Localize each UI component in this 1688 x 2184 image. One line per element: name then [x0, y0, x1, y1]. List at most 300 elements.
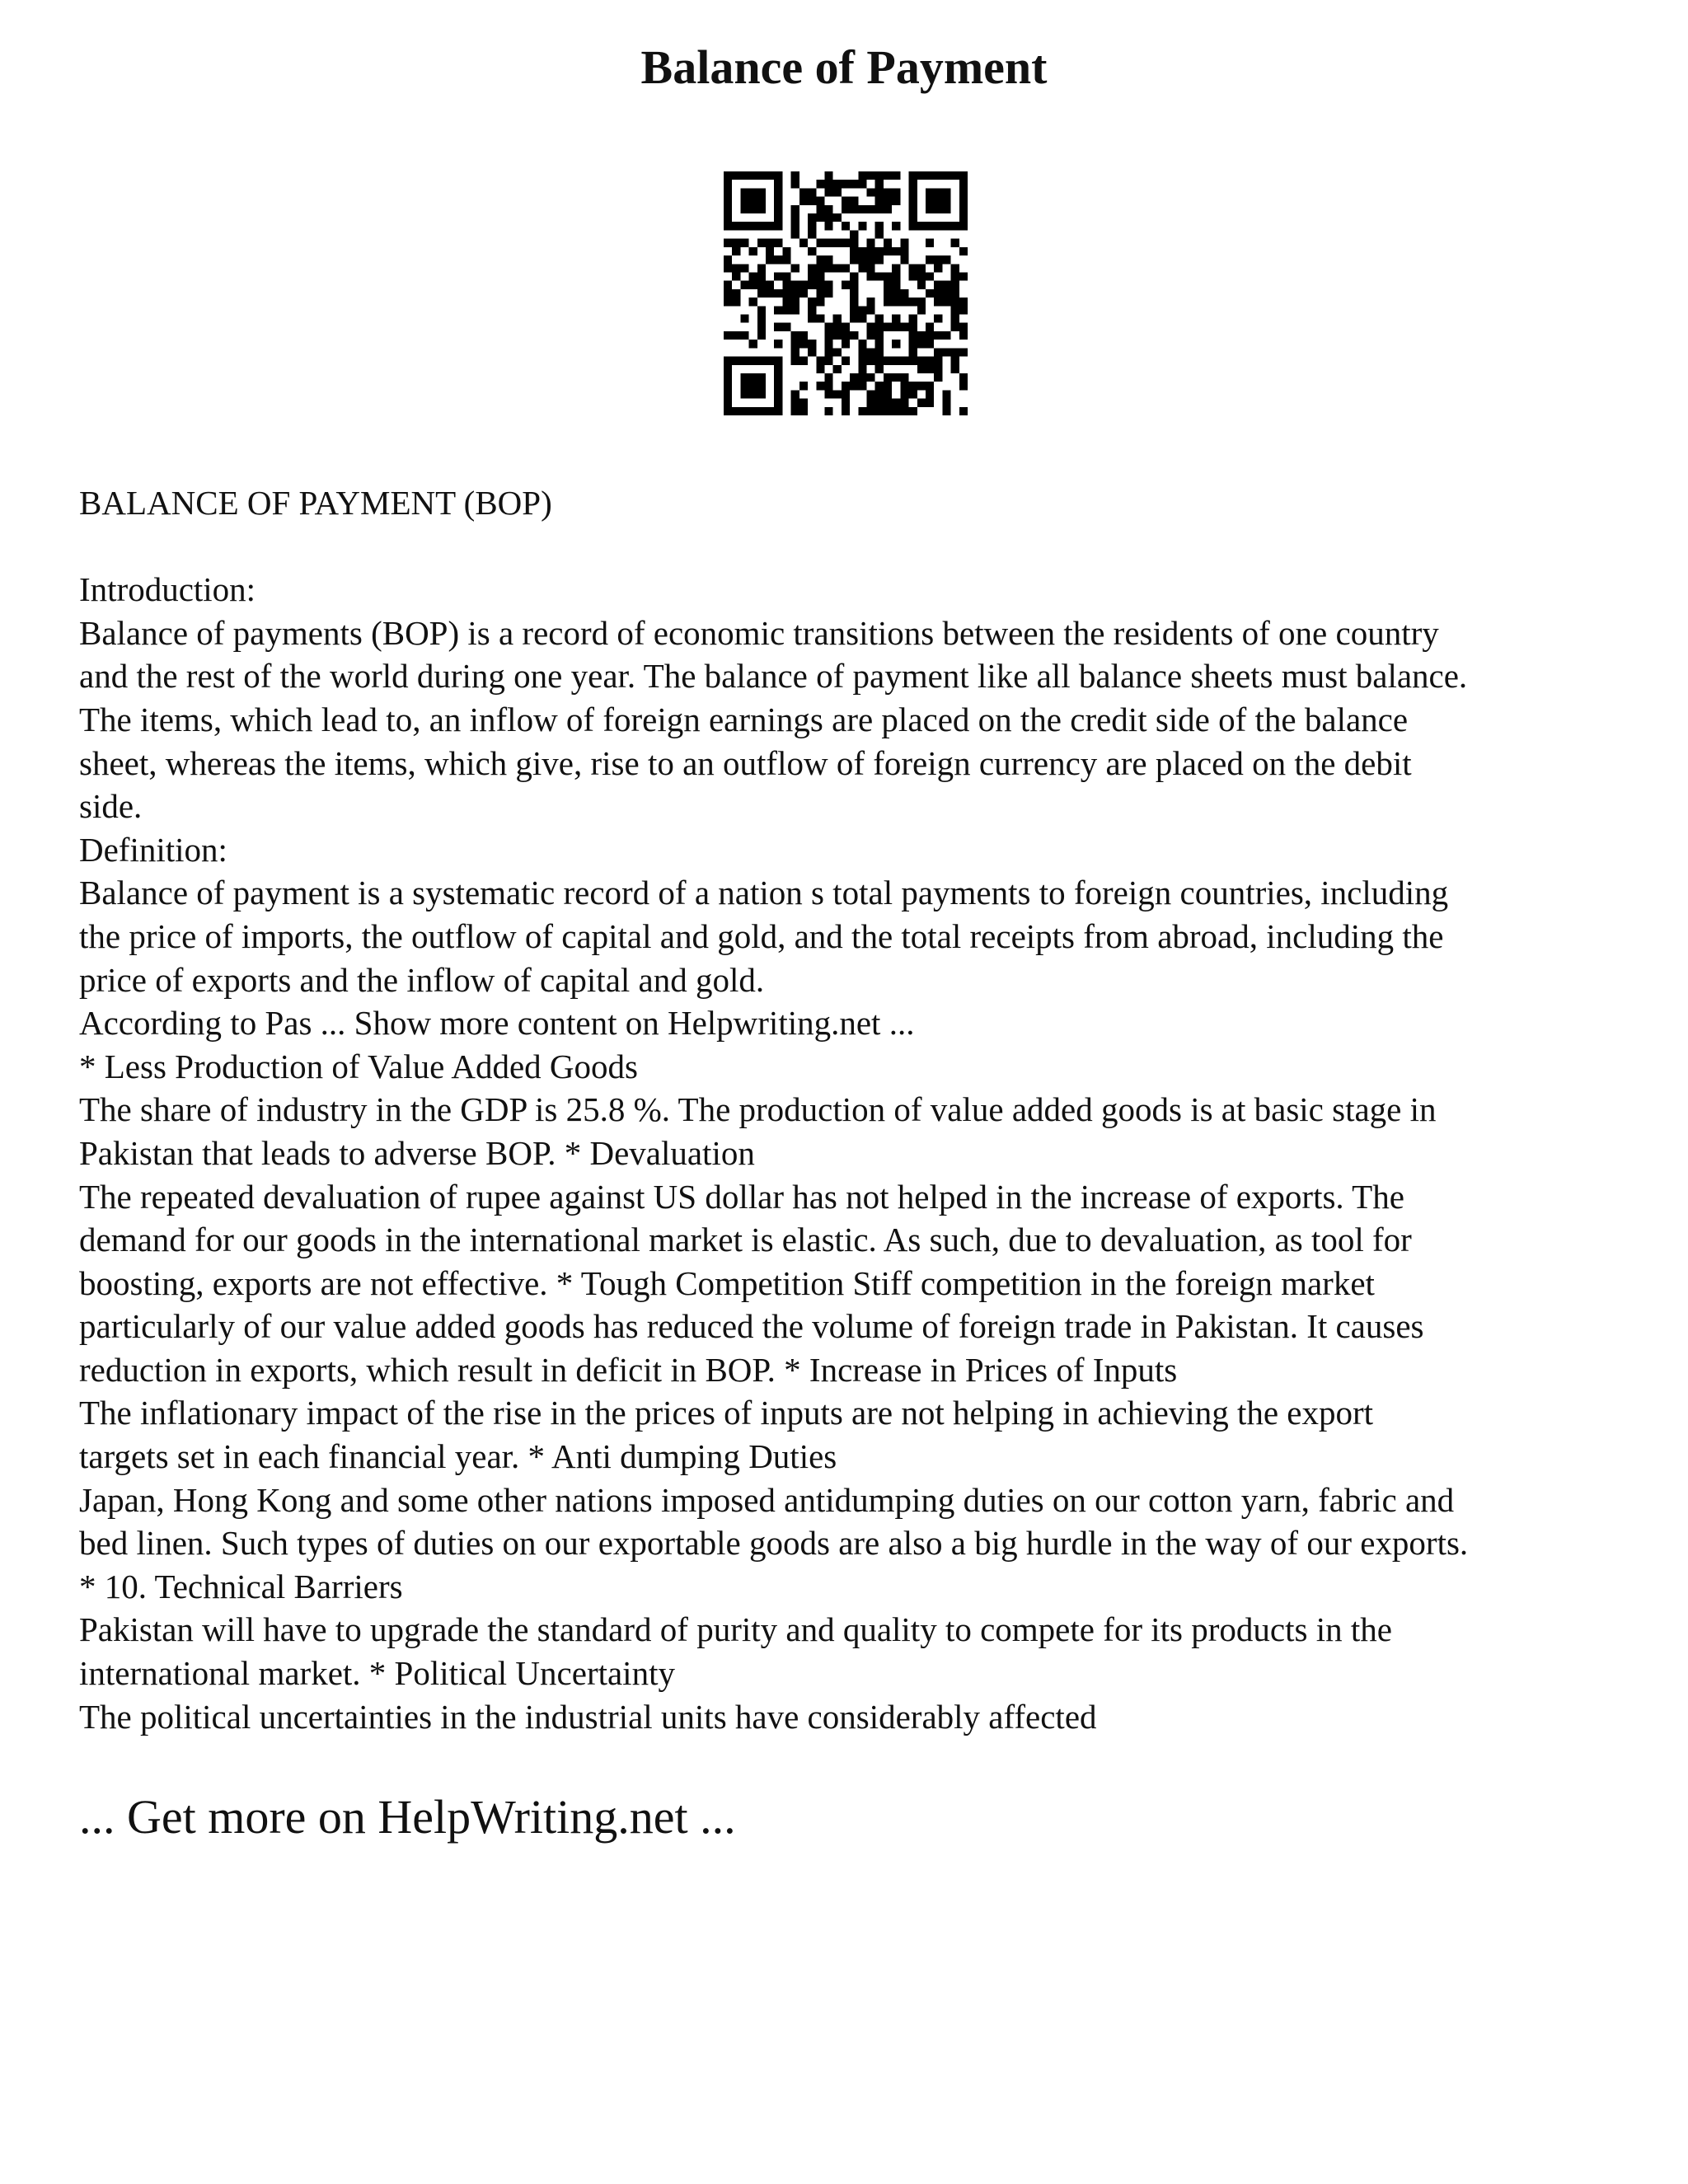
qr-module: [842, 222, 850, 230]
body-line: Pakistan that leads to adverse BOP. * Devaluation: [79, 1133, 755, 1172]
qr-module: [757, 315, 766, 323]
qr-module: [934, 289, 942, 298]
qr-module: [740, 222, 748, 230]
qr-module: [740, 407, 748, 415]
qr-module: [909, 188, 917, 196]
qr-module: [791, 281, 799, 289]
qr-module: [791, 340, 799, 348]
qr-module: [934, 171, 942, 180]
qr-module: [884, 171, 892, 180]
qr-module: [875, 222, 884, 230]
qr-module: [766, 407, 774, 415]
qr-module: [892, 197, 900, 205]
qr-module: [740, 281, 748, 289]
qr-module: [791, 222, 799, 230]
qr-module: [875, 230, 884, 238]
qr-module: [875, 331, 884, 340]
qr-module: [808, 197, 816, 205]
qr-module: [926, 255, 934, 264]
qr-module: [774, 205, 782, 213]
qr-module: [724, 205, 732, 213]
qr-module: [875, 247, 884, 255]
body-line: reduction in exports, which result in deficit in BOP. * Increase in Prices of Inputs: [79, 1350, 1178, 1389]
qr-module: [824, 289, 832, 298]
qr-module: [816, 255, 824, 264]
qr-module: [892, 323, 900, 331]
qr-module: [934, 197, 942, 205]
qr-module: [749, 247, 757, 255]
qr-module: [867, 188, 875, 196]
qr-module: [909, 407, 917, 415]
body-line: BALANCE OF PAYMENT (BOP): [79, 484, 552, 522]
qr-module: [782, 255, 790, 264]
qr-module: [951, 239, 959, 247]
body-line: Balance of payments (BOP) is a record of economic transitions between the residents of one country: [79, 613, 1439, 652]
qr-module: [884, 407, 892, 415]
qr-module: [799, 281, 808, 289]
qr-module: [749, 188, 757, 196]
qr-module: [724, 399, 732, 407]
qr-module: [824, 171, 832, 180]
qr-module: [959, 348, 968, 356]
qr-module: [842, 239, 850, 247]
qr-module: [816, 315, 824, 323]
qr-module: [732, 247, 740, 255]
qr-module: [824, 390, 832, 398]
qr-module: [884, 323, 892, 331]
qr-module: [850, 281, 858, 289]
qr-module: [875, 357, 884, 365]
qr-module: [791, 306, 799, 314]
qr-module: [782, 323, 790, 331]
qr-module: [884, 399, 892, 407]
qr-module: [757, 222, 766, 230]
qr-module: [875, 365, 884, 373]
qr-module: [816, 239, 824, 247]
qr-module: [757, 289, 766, 298]
qr-module: [766, 281, 774, 289]
qr-module: [757, 373, 766, 382]
qr-module: [833, 213, 842, 222]
qr-module: [959, 407, 968, 415]
qr-module: [884, 289, 892, 298]
qr-module: [884, 205, 892, 213]
qr-module: [867, 298, 875, 306]
qr-module: [842, 205, 850, 213]
qr-module: [724, 382, 732, 390]
qr-module: [724, 255, 732, 264]
qr-module: [942, 255, 950, 264]
qr-module: [867, 390, 875, 398]
body-line: the price of imports, the outflow of capital and gold, and the total receipts from abroad, including the: [79, 916, 1444, 955]
qr-module: [875, 390, 884, 398]
qr-module: [934, 315, 942, 323]
qr-module: [724, 298, 732, 306]
qr-module: [740, 264, 748, 272]
qr-module: [942, 281, 950, 289]
qr-module: [858, 205, 866, 213]
qr-module: [942, 399, 950, 407]
qr-module: [959, 323, 968, 331]
body-line: international market. * Political Uncertainty: [79, 1654, 675, 1693]
qr-module: [951, 272, 959, 280]
qr-module: [926, 188, 934, 196]
qr-module: [816, 298, 824, 306]
qr-module: [942, 289, 950, 298]
qr-module: [774, 399, 782, 407]
qr-module: [774, 171, 782, 180]
qr-module: [824, 205, 832, 213]
qr-module: [867, 306, 875, 314]
qr-module: [724, 281, 732, 289]
qr-module: [740, 331, 748, 340]
qr-module: [740, 188, 748, 196]
qr-module: [909, 357, 917, 365]
qr-module: [833, 348, 842, 356]
qr-module: [724, 373, 732, 382]
body-line: bed linen. Such types of duties on our exportable goods are also a big hurdle in the way of our exports.: [79, 1524, 1469, 1563]
qr-module: [858, 365, 866, 373]
qr-module: [757, 188, 766, 196]
qr-module: [749, 382, 757, 390]
qr-module: [824, 180, 832, 188]
qr-module: [782, 281, 790, 289]
qr-module: [959, 306, 968, 314]
qr-module: [816, 357, 824, 365]
qr-module: [724, 171, 732, 180]
qr-module: [808, 306, 816, 314]
qr-module: [934, 205, 942, 213]
qr-module: [934, 222, 942, 230]
qr-module: [867, 272, 875, 280]
qr-module: [757, 197, 766, 205]
qr-module: [774, 180, 782, 188]
qr-module: [959, 331, 968, 340]
qr-module: [782, 298, 790, 306]
qr-module: [850, 331, 858, 340]
qr-module: [833, 188, 842, 196]
qr-module: [934, 373, 942, 382]
qr-module: [926, 382, 934, 390]
qr-module: [824, 222, 832, 230]
qr-module: [808, 340, 816, 348]
qr-module: [842, 382, 850, 390]
qr-module: [724, 365, 732, 373]
qr-module: [917, 399, 926, 407]
qr-module: [900, 289, 908, 298]
qr-module: [884, 272, 892, 280]
qr-module: [875, 348, 884, 356]
qr-module: [926, 205, 934, 213]
qr-module: [867, 247, 875, 255]
qr-module: [740, 239, 748, 247]
qr-module: [740, 390, 748, 398]
qr-module: [867, 407, 875, 415]
qr-module: [833, 264, 842, 272]
qr-module: [724, 407, 732, 415]
qr-module: [740, 205, 748, 213]
qr-module: [824, 340, 832, 348]
qr-module: [732, 222, 740, 230]
qr-module: [850, 239, 858, 247]
qr-module: [833, 365, 842, 373]
qr-module: [808, 230, 816, 238]
qr-module: [808, 264, 816, 272]
qr-module: [824, 357, 832, 365]
qr-module: [740, 315, 748, 323]
qr-module: [867, 331, 875, 340]
qr-module: [749, 340, 757, 348]
qr-module: [791, 171, 799, 180]
qr-module: [791, 264, 799, 272]
qr-module: [942, 171, 950, 180]
qr-module: [858, 306, 866, 314]
qr-module: [766, 239, 774, 247]
document-body: [79, 481, 1629, 1738]
qr-module: [850, 230, 858, 238]
qr-module: [850, 255, 858, 264]
qr-module: [951, 365, 959, 373]
qr-module: [850, 315, 858, 323]
qr-module: [749, 298, 757, 306]
qr-module: [808, 315, 816, 323]
qr-module: [816, 281, 824, 289]
qr-module: [740, 373, 748, 382]
qr-module: [892, 373, 900, 382]
qr-module: [909, 315, 917, 323]
qr-module: [892, 298, 900, 306]
qr-module: [842, 281, 850, 289]
qr-module: [816, 180, 824, 188]
qr-module: [808, 222, 816, 230]
qr-module: [757, 390, 766, 398]
qr-module: [867, 171, 875, 180]
qr-module: [799, 331, 808, 340]
qr-module: [757, 306, 766, 314]
qr-module: [942, 197, 950, 205]
qr-module: [917, 272, 926, 280]
qr-module: [833, 390, 842, 398]
qr-module: [816, 382, 824, 390]
qr-module: [884, 373, 892, 382]
qr-module: [824, 323, 832, 331]
qr-module: [909, 348, 917, 356]
qr-module: [875, 272, 884, 280]
qr-module: [749, 373, 757, 382]
qr-module: [740, 382, 748, 390]
qr-module: [749, 197, 757, 205]
qr-module: [791, 180, 799, 188]
qr-module: [724, 331, 732, 340]
body-line: Balance of payment is a systematic record of a nation s total payments to foreign countries, including: [79, 874, 1449, 912]
qr-module: [732, 407, 740, 415]
qr-module: [909, 205, 917, 213]
qr-module: [875, 197, 884, 205]
qr-module: [842, 331, 850, 340]
qr-module: [842, 407, 850, 415]
qr-module: [884, 188, 892, 196]
qr-module: [799, 357, 808, 365]
qr-module: [934, 331, 942, 340]
qr-module: [951, 264, 959, 272]
qr-module: [892, 281, 900, 289]
qr-module: [875, 399, 884, 407]
qr-module: [732, 239, 740, 247]
qr-module: [909, 222, 917, 230]
qr-module: [782, 289, 790, 298]
qr-module: [774, 255, 782, 264]
qr-module: [917, 357, 926, 365]
qr-module: [850, 247, 858, 255]
qr-module: [942, 205, 950, 213]
qr-module: [926, 357, 934, 365]
qr-module: [782, 306, 790, 314]
qr-module: [858, 264, 866, 272]
qr-module: [824, 331, 832, 340]
qr-module: [833, 331, 842, 340]
qr-module: [816, 272, 824, 280]
qr-module: [867, 348, 875, 356]
qr-module: [816, 213, 824, 222]
qr-module: [942, 407, 950, 415]
qr-module: [917, 298, 926, 306]
qr-module: [892, 315, 900, 323]
qr-module: [799, 382, 808, 390]
qr-module: [833, 323, 842, 331]
qr-module: [959, 382, 968, 390]
qr-module: [774, 289, 782, 298]
qr-module: [959, 205, 968, 213]
qr-module: [791, 213, 799, 222]
qr-code-graphic: [724, 171, 968, 415]
qr-module: [858, 373, 866, 382]
qr-module: [724, 188, 732, 196]
qr-module: [926, 365, 934, 373]
qr-module: [900, 399, 908, 407]
qr-module: [892, 340, 900, 348]
qr-module: [749, 357, 757, 365]
body-line: The political uncertainties in the industrial units have considerably affected: [79, 1697, 1097, 1736]
qr-module: [799, 399, 808, 407]
qr-module: [740, 171, 748, 180]
qr-module: [774, 357, 782, 365]
qr-module: [900, 239, 908, 247]
qr-module: [724, 180, 732, 188]
qr-module: [732, 272, 740, 280]
qr-module: [858, 171, 866, 180]
qr-module: [724, 197, 732, 205]
qr-module: [724, 213, 732, 222]
qr-module: [757, 281, 766, 289]
qr-module: [799, 289, 808, 298]
qr-module: [757, 171, 766, 180]
qr-module: [757, 323, 766, 331]
body-line: The share of industry in the GDP is 25.8 %. The production of value added goods is at basic stage in: [79, 1090, 1437, 1129]
qr-module: [892, 188, 900, 196]
qr-module: [766, 247, 774, 255]
qr-module: [951, 222, 959, 230]
qr-module: [799, 340, 808, 348]
qr-module: [884, 357, 892, 365]
qr-module: [959, 197, 968, 205]
qr-module: [774, 373, 782, 382]
qr-module: [850, 306, 858, 314]
qr-module: [774, 340, 782, 348]
qr-module: [774, 365, 782, 373]
qr-module: [909, 213, 917, 222]
qr-module: [774, 382, 782, 390]
qr-module: [884, 197, 892, 205]
qr-module: [749, 281, 757, 289]
qr-module: [909, 197, 917, 205]
qr-module: [892, 289, 900, 298]
qr-module: [842, 323, 850, 331]
qr-module: [732, 298, 740, 306]
qr-module: [951, 298, 959, 306]
qr-code-image: [724, 171, 968, 415]
qr-module: [774, 323, 782, 331]
qr-module: [757, 357, 766, 365]
body-line: Introduction:: [79, 570, 256, 609]
qr-module: [892, 171, 900, 180]
body-line: * 10. Technical Barriers: [79, 1567, 403, 1605]
qr-module: [749, 407, 757, 415]
qr-module: [724, 264, 732, 272]
qr-module: [900, 382, 908, 390]
get-more-link[interactable]: ... Get more on HelpWriting.net ...: [79, 1790, 736, 1844]
qr-module: [951, 289, 959, 298]
qr-module: [926, 323, 934, 331]
body-line: Pakistan will have to upgrade the standard of purity and quality to compete for its products in the: [79, 1610, 1392, 1649]
qr-module: [951, 281, 959, 289]
qr-module: [942, 188, 950, 196]
qr-module: [740, 357, 748, 365]
qr-module: [909, 171, 917, 180]
qr-module: [842, 197, 850, 205]
qr-module: [858, 382, 866, 390]
qr-module: [959, 272, 968, 280]
qr-module: [858, 357, 866, 365]
qr-module: [808, 272, 816, 280]
qr-module: [799, 197, 808, 205]
qr-module: [909, 390, 917, 398]
qr-module: [766, 255, 774, 264]
qr-module: [774, 390, 782, 398]
qr-module: [791, 331, 799, 340]
qr-module: [724, 239, 732, 247]
qr-module: [875, 323, 884, 331]
qr-module: [875, 188, 884, 196]
qr-module: [858, 315, 866, 323]
qr-module: [959, 213, 968, 222]
qr-module: [892, 264, 900, 272]
qr-module: [774, 272, 782, 280]
qr-module: [816, 264, 824, 272]
qr-module: [824, 239, 832, 247]
qr-module: [766, 222, 774, 230]
qr-module: [732, 289, 740, 298]
qr-module: [926, 197, 934, 205]
qr-module: [934, 357, 942, 365]
qr-module: [858, 180, 866, 188]
qr-module: [917, 222, 926, 230]
qr-module: [782, 247, 790, 255]
qr-module: [774, 306, 782, 314]
qr-module: [824, 188, 832, 196]
body-line: The inflationary impact of the rise in the prices of inputs are not helping in achieving the export: [79, 1394, 1374, 1432]
qr-module: [808, 213, 816, 222]
qr-module: [926, 171, 934, 180]
